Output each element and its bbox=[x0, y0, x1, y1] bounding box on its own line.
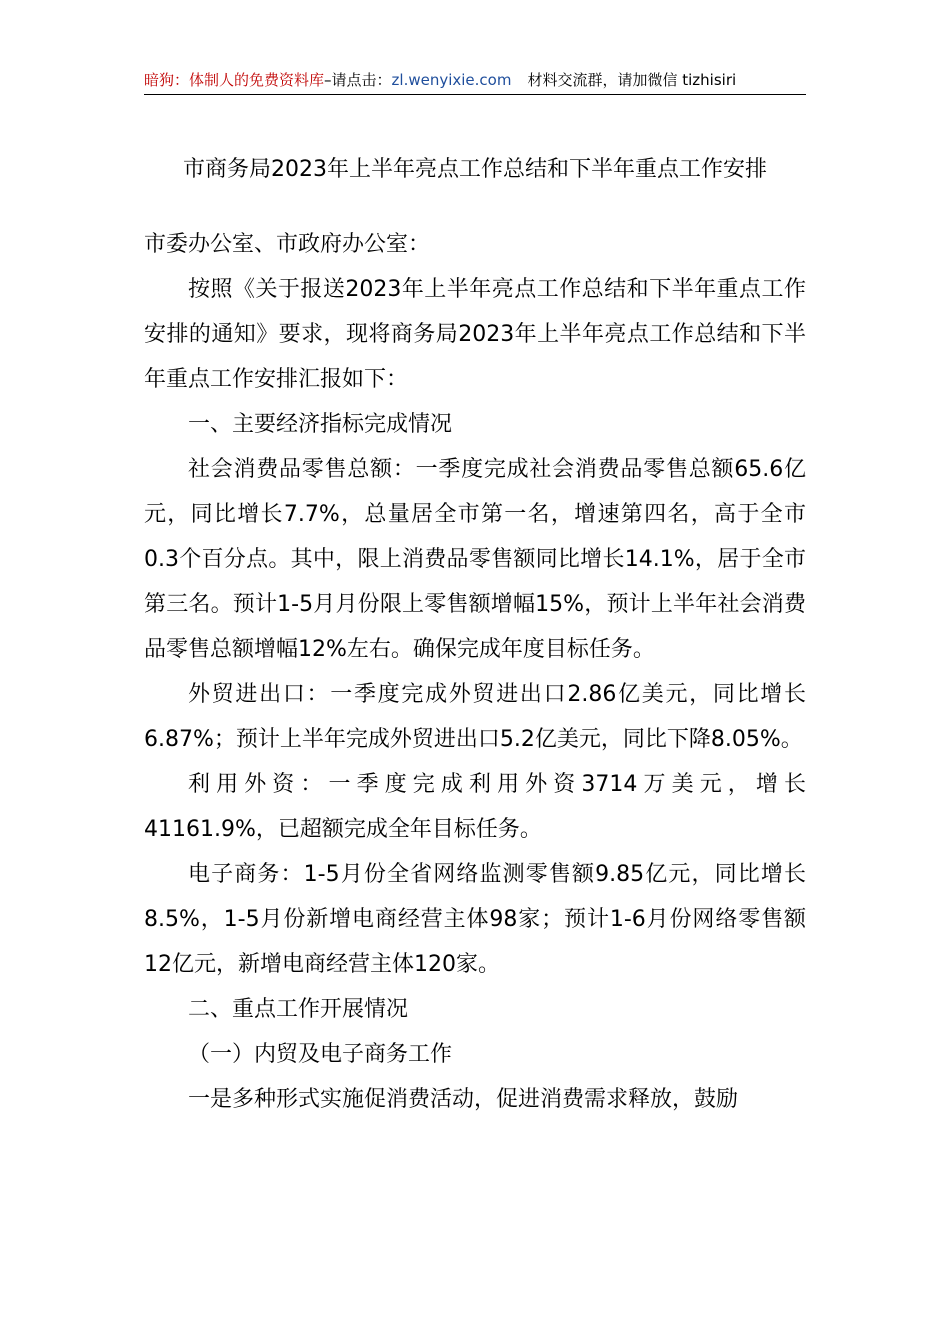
paragraph-consumption: 一是多种形式实施促消费活动，促进消费需求释放，鼓励 bbox=[188, 1087, 739, 1112]
header-contact: 材料交流群，请加微信 tizhisiri bbox=[527, 71, 737, 89]
header-click-prefix: –请点击： bbox=[324, 71, 392, 89]
header-brand: 暗狗：体制人的免费资料库 bbox=[144, 71, 325, 89]
document-header bbox=[144, 68, 806, 92]
section-heading-1: 一、主要经济指标完成情况 bbox=[188, 412, 453, 437]
paragraph-e-commerce: 电子商务：1-5月份全省网络监测零售额9.85亿元，同比增长8.5%，1-5月份新增电商经营主体98家；预计1-6月份网络零售额12亿元，新增电商经营主体120家。 bbox=[144, 862, 806, 977]
header-divider bbox=[144, 94, 806, 95]
header-link[interactable]: zl.wenyixie.com bbox=[391, 71, 512, 89]
paragraph-retail-sales: 社会消费品零售总额：一季度完成社会消费品零售总额65.6亿元，同比增长7.7%，总量居全市第一名，增速第四名，高于全市0.3个百分点。其中，限上消费品零售额同比增长14.1%，居于全市第三名。预计1-5月月份限上零售额增幅15%，预计上半年社会消费品零售总额增幅12%左右。确保完成年度目标任务。 bbox=[144, 457, 806, 662]
intro-paragraph: 按照《关于报送2023年上半年亮点工作总结和下半年重点工作安排的通知》要求，现将商务局2023年上半年亮点工作总结和下半年重点工作安排汇报如下： bbox=[144, 277, 806, 392]
document-title: 市商务局2023年上半年亮点工作总结和下半年重点工作安排 bbox=[183, 157, 767, 182]
subsection-heading-1: （一）内贸及电子商务工作 bbox=[188, 1042, 453, 1067]
section-heading-2: 二、重点工作开展情况 bbox=[188, 997, 409, 1022]
document-body bbox=[144, 222, 806, 1122]
paragraph-foreign-investment: 利用外资：一季度完成利用外资3714万美元，增长41161.9%，已超额完成全年目标任务。 bbox=[144, 772, 806, 842]
addressee: 市委办公室、市政府办公室： bbox=[144, 232, 431, 257]
paragraph-foreign-trade: 外贸进出口：一季度完成外贸进出口2.86亿美元，同比增长6.87%；预计上半年完成外贸进出口5.2亿美元，同比下降8.05%。 bbox=[144, 682, 806, 752]
